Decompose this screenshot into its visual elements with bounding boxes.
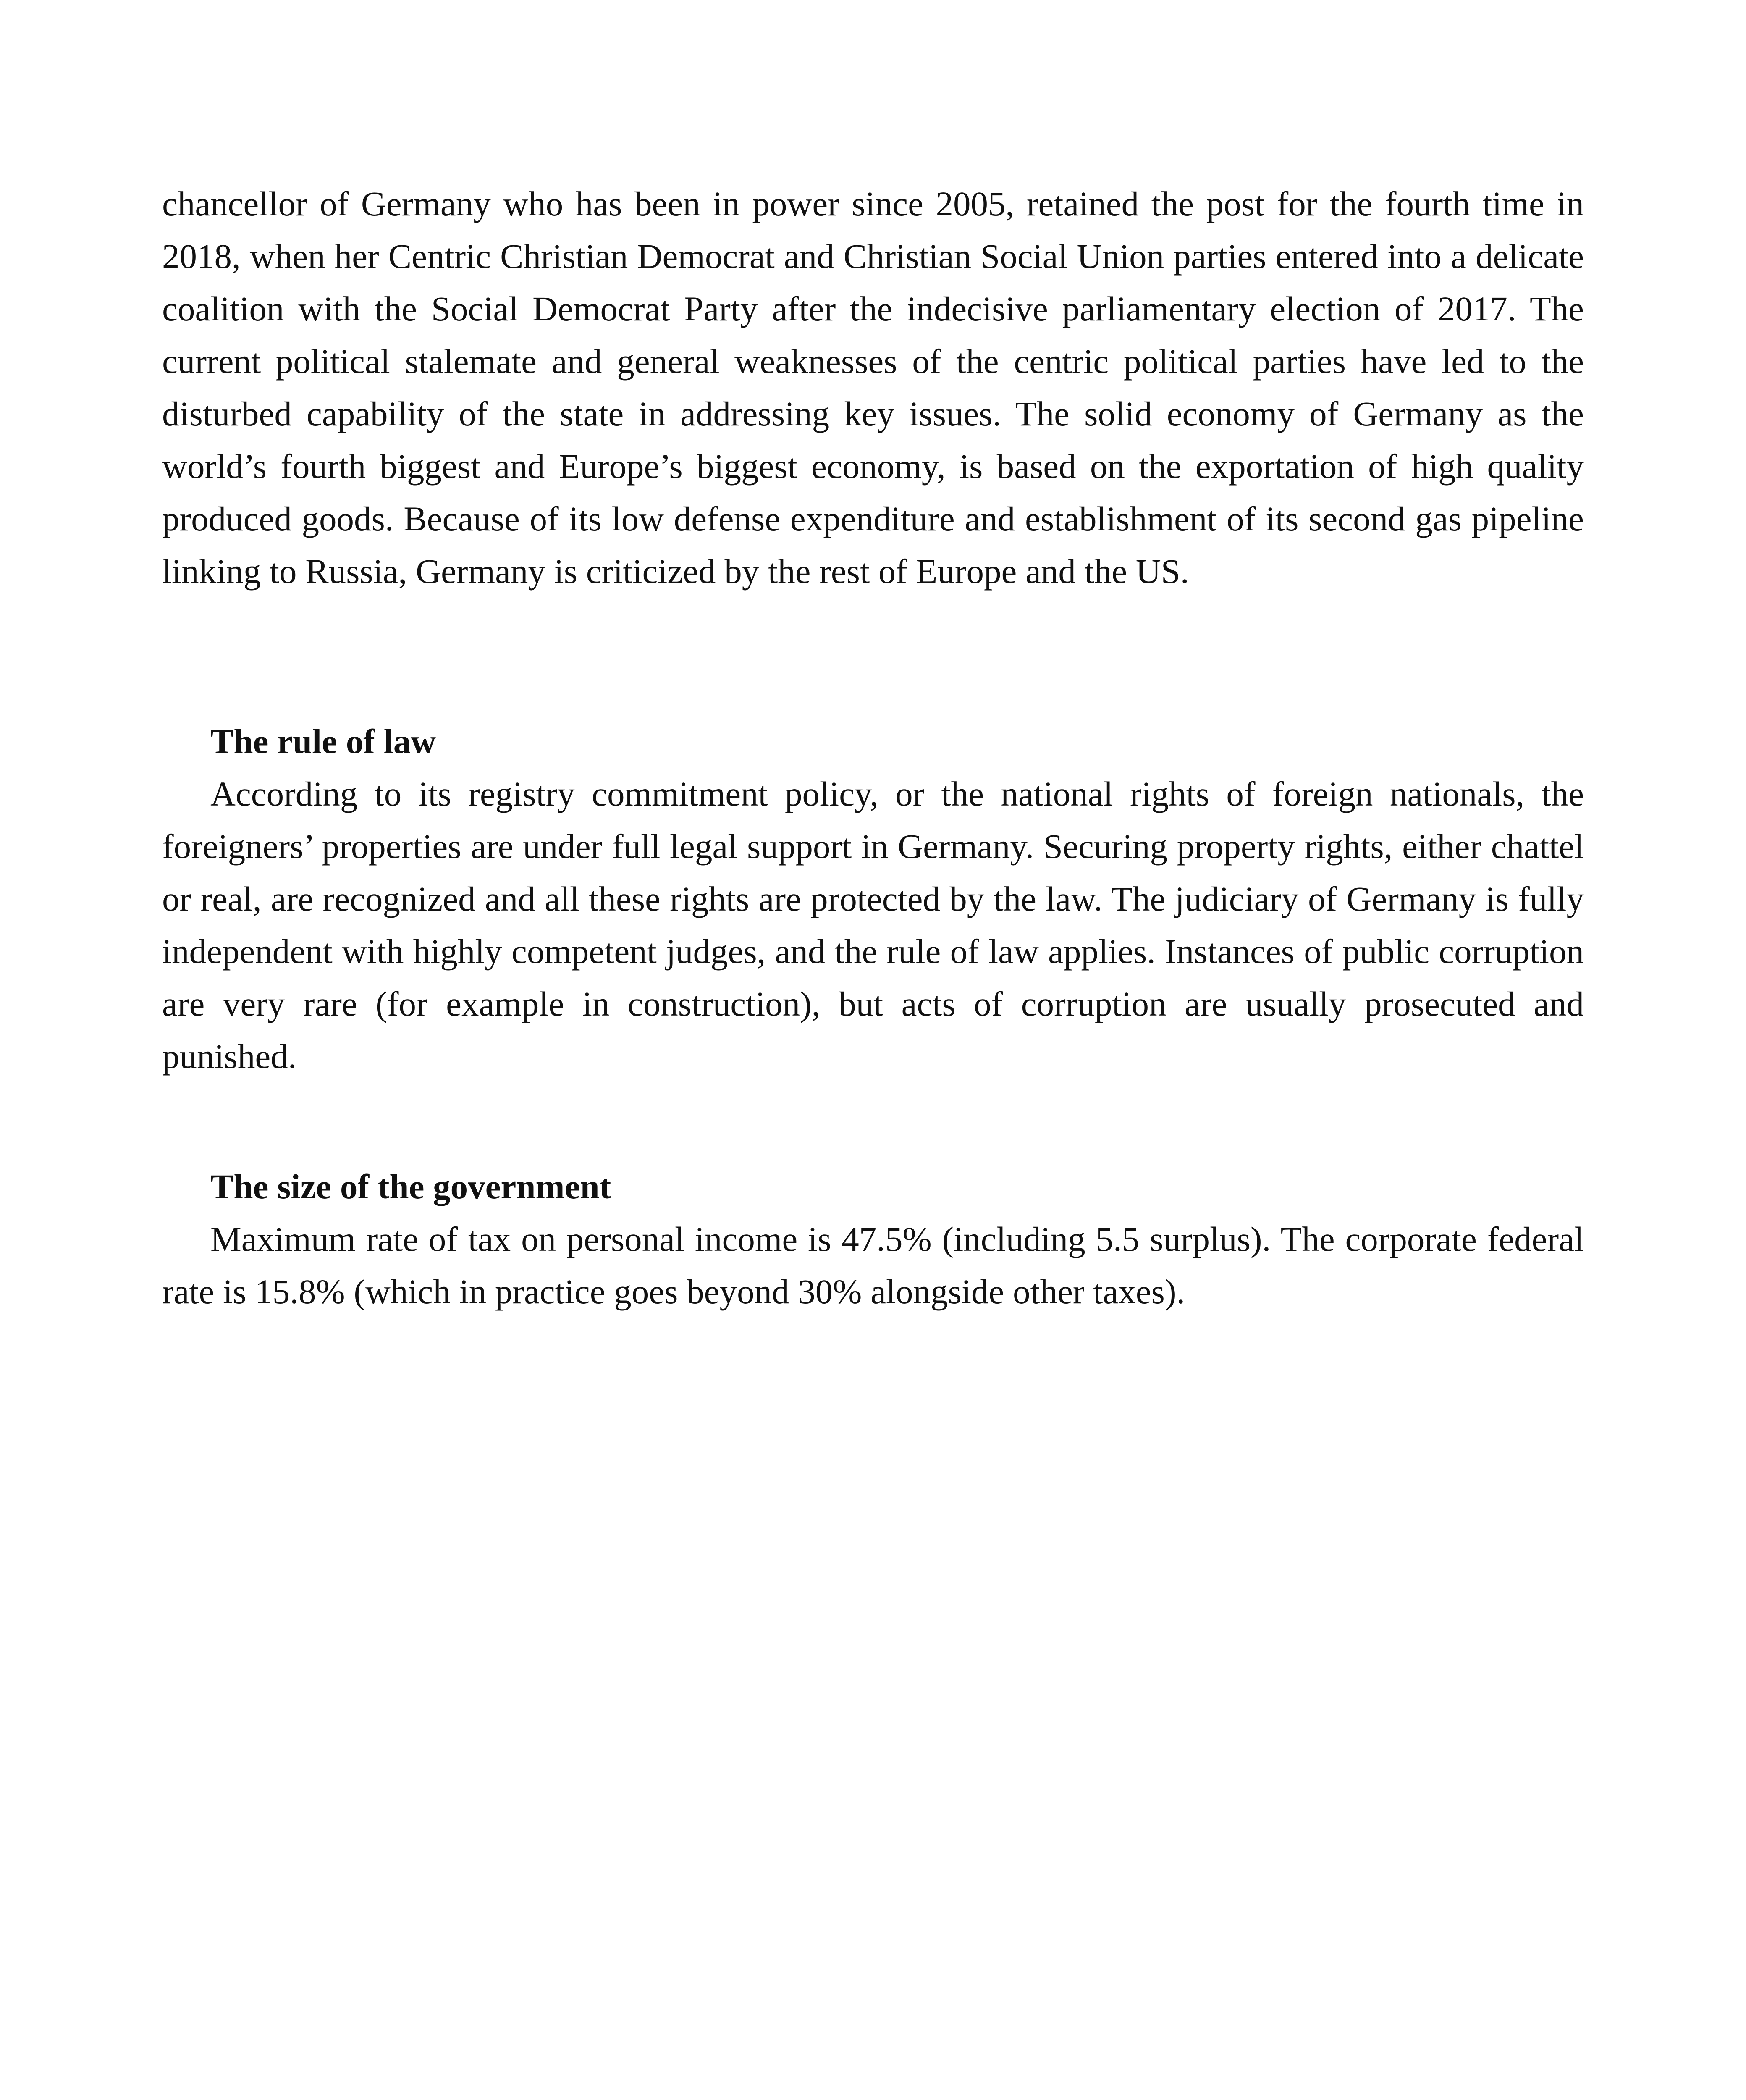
section-heading-size-of-government: The size of the government	[210, 1167, 611, 1206]
section-heading-rule-of-law: The rule of law	[210, 722, 436, 761]
rule-of-law-paragraph: According to its registry commitment policy, or the national rights of foreign nationals, the foreigners’ properties are under full legal support in Germany. Securing property rights, either chattel or real, are recognized and all these rights are protected by the law. The judiciary of Germany is fully independent with highly competent judges, and the rule of law applies. Instances of public corruption are very rare (for example in construction), but acts of corruption are usually prosecuted and punished.	[162, 774, 1584, 1076]
rule-of-law-section	[162, 715, 1584, 1083]
intro-paragraph: chancellor of Germany who has been in power since 2005, retained the post for the fourth time in 2018, when her Centric Christian Democrat and Christian Social Union parties entered into a delicate coalition with the Social Democrat Party after the indecisive parliamentary election of 2017. The current political stalemate and general weaknesses of the centric political parties have led to the disturbed capability of the state in addressing key issues. The solid economy of Germany as the world’s fourth biggest and Europe’s biggest economy, is based on the exportation of high quality produced goods. Because of its low defense expenditure and establishment of its second gas pipeline linking to Russia, Germany is criticized by the rest of Europe and the US.	[162, 184, 1584, 591]
intro-section	[162, 178, 1584, 598]
size-of-government-section	[162, 1160, 1584, 1318]
size-of-government-paragraph: Maximum rate of tax on personal income is 47.5% (including 5.5 surplus). The corporate federal rate is 15.8% (which in practice goes beyond 30% alongside other taxes).	[162, 1220, 1584, 1311]
